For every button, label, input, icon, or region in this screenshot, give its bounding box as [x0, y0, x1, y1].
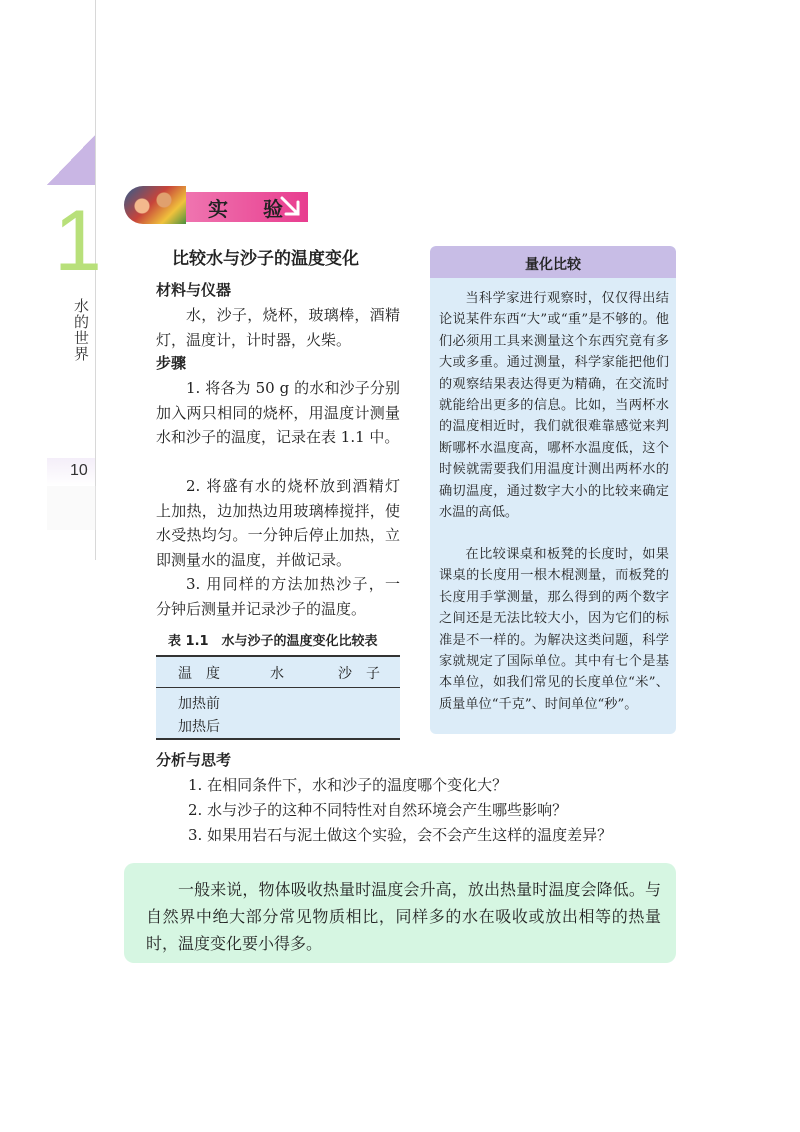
margin-triangle-decoration — [47, 135, 95, 185]
table-header-cell: 沙 子 — [338, 666, 380, 682]
data-table — [156, 655, 400, 740]
margin-tab-decoration — [47, 486, 96, 530]
table-row-label: 加热前 — [178, 696, 220, 712]
table-header-row — [156, 657, 400, 688]
steps-heading: 步骤 — [156, 354, 187, 372]
children-photo-icon — [124, 186, 186, 224]
chapter-title: 水的世界 — [72, 298, 90, 362]
materials-heading: 材料与仪器 — [156, 281, 232, 299]
table-header-cell: 水 — [270, 666, 284, 682]
sidebar-title: 量化比较 — [525, 257, 581, 273]
step-item: 1. 将各为 50 g 的水和沙子分别加入两只相同的烧杯，用温度计测量水和沙子的温度，记录在表 1.1 中。 — [156, 379, 400, 446]
table-row-label: 加热后 — [178, 719, 220, 735]
table-header-cell: 温 度 — [178, 666, 220, 682]
sidebar-paragraph: 当科学家进行观察时，仅仅得出结论说某件东西“大”或“重”是不够的。他们必须用工具来测量这个东西究竟有多大或多重。通过测量，科学家能把他们的观察结果表达得更为精确，在交流时就能给出更多的信息。比如，当两杯水的温度相近时，我们就很难靠感觉来判断哪杯水温度高，哪杯水温度低，这个时候就需要我们用温度计测出两杯水的确切温度，通过数字大小的比较来确定水温的高低。 — [439, 291, 669, 521]
table-caption: 表 1.1 水与沙子的温度变化比较表 — [168, 634, 378, 649]
question-item: 1. 在相同条件下，水和沙子的温度哪个变化大？ — [188, 776, 508, 794]
experiment-banner — [124, 186, 308, 224]
chapter-number: 1 — [54, 193, 102, 289]
sidebar-paragraph: 在比较课桌和板凳的长度时，如果课桌的长度用一根木棍测量，而板凳的长度用手掌测量，那么得到的两个数字之间还是无法比较大小，因为它们的标准是不一样的。为解决这类问题，科学家就规定了国际单位。其中有七个是基本单位，如我们常见的长度单位“米”、质量单位“千克”、时间单位“秒”。 — [439, 547, 669, 712]
materials-text: 水，沙子，烧杯，玻璃棒，酒精灯，温度计，计时器，火柴。 — [156, 306, 400, 349]
quantitative-comparison-box — [430, 246, 676, 734]
analysis-heading: 分析与思考 — [156, 751, 232, 769]
experiment-title: 比较水与沙子的温度变化 — [172, 249, 359, 269]
step-item: 2. 将盛有水的烧杯放到酒精灯上加热，边加热边用玻璃棒搅拌，使水受热均匀。一分钟后停止加热，立即测量水的温度，并做记录。 — [156, 477, 400, 569]
question-item: 3. 如果用岩石与泥土做这个实验，会不会产生这样的温度差异？ — [188, 826, 613, 844]
page-number: 10 — [70, 462, 88, 479]
banner-label: 实 验 — [208, 197, 297, 221]
conclusion-text: 一般来说，物体吸收热量时温度会升高，放出热量时温度会降低。与自然界中绝大部分常见物质相比，同样多的水在吸收或放出相等的热量时，温度变化要小得多。 — [146, 880, 661, 953]
arrow-down-right-icon — [278, 194, 304, 220]
question-item: 2. 水与沙子的这种不同特性对自然环境会产生哪些影响？ — [188, 801, 568, 819]
step-item: 3. 用同样的方法加热沙子，一分钟后测量并记录沙子的温度。 — [156, 575, 400, 618]
sidebar-header — [430, 246, 676, 278]
